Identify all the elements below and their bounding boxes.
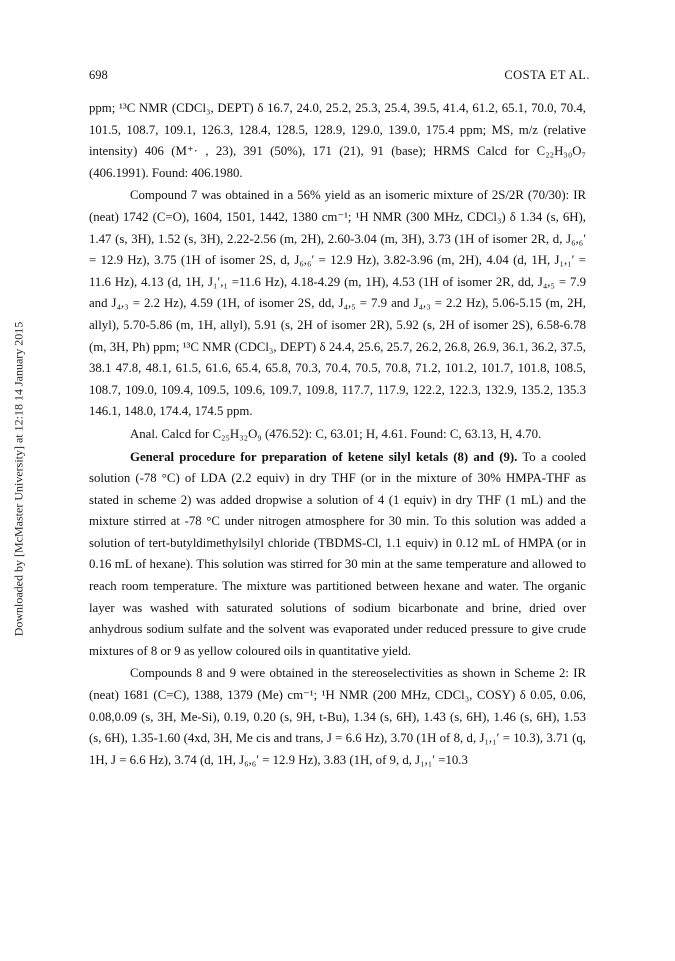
running-head: COSTA ET AL. xyxy=(504,68,590,82)
compounds-8-9-paragraph: Compounds 8 and 9 were obtained in the stereoselectivities as shown in Scheme 2: IR (neat) 1681 (C=C), 1388, 1379 (Me) cm⁻¹; ¹H NMR (200 MHz, CDCl₃, COSY) δ 0.05, 0.06, 0.08,0.09 (s, 3H, Me-Si), 0.19, 0.20 (s, 9H, t-Bu), 1.34 (s, 6H), 1.43 (s, 6H), 1.46 (s, 6H), 1.53 (s, 6H), 1.35-1.60 (4xd, 3H, Me cis and trans, J = 6.6 Hz), 3.70 (1H of 8, d, J₁,₁′ = 10.3), 3.71 (q, 1H, J = 6.6 Hz), 3.74 (d, 1H, J₆,₆′ = 12.9 Hz), 3.83 (1H, of 9, d, J₁,₁′ =10.3 xyxy=(89,666,586,767)
page-number: 698 xyxy=(89,68,108,82)
article-body xyxy=(89,98,586,771)
compound-7-paragraph: Compound 7 was obtained in a 56% yield as an isomeric mixture of 2S/2R (70/30): IR (neat) 1742 (C=O), 1604, 1501, 1442, 1380 cm⁻¹; ¹H NMR (300 MHz, CDCl₃) δ 1.34 (s, 6H), 1.47 (s, 3H), 1.52 (s, 3H), 2.22-2.56 (m, 2H), 2.60-3.04 (m, 3H), 3.73 (1H of isomer 2R, d, J₆,₆′ = 12.9 Hz), 3.75 (1H of isomer 2S, d, J₆,₆′ = 12.9 Hz), 3.82-3.96 (m, 2H), 4.04 (d, 1H, J₁,₁′ = 11.6 Hz), 4.13 (d, 1H, J₁′,₁ =11.6 Hz), 4.18-4.29 (m, 1H), 4.53 (1H of isomer 2R, dd, J₄,₅ = 7.9 and J₄,₃ = 2.2 Hz), 4.59 (1H, of isomer 2S, dd, J₄,₅ = 7.9 and J₄,₃ = 2.2 Hz), 5.06-5.15 (m, 2H, allyl), 5.70-5.86 (m, 1H, allyl), 5.91 (s, 2H of isomer 2R), 5.92 (s, 2H of isomer 2S), 6.58-6.78 (m, 3H, Ph) ppm; ¹³C NMR (CDCl₃, DEPT) δ 24.4, 25.6, 25.7, 26.2, 26.8, 26.9, 36.1, 36.2, 37.5, 38.1 47.8, 48.1, 61.5, 61.6, 65.4, 65.8, 70.3, 70.4, 70.5, 70.8, 71.2, 101.2, 101.7, 101.8, 108.5, 108.7, 109.0, 109.4, 109.5, 109.6, 109.7, 109.8, 117.7, 117.9, 122.2, 122.3, 132.9, 135.2, 135.3 146.1, 148.0, 174.4, 174.5 ppm. xyxy=(89,188,586,419)
nmr-data-paragraph: ppm; ¹³C NMR (CDCl₃, DEPT) δ 16.7, 24.0, 25.2, 25.3, 25.4, 39.5, 41.4, 61.2, 65.1, 70.0, 70.4, 101.5, 108.7, 109.1, 126.3, 128.4, 128.5, 128.9, 129.0, 139.0, 175.4 ppm; MS, m/z (relative intensity) 406 (M⁺· , 23), 391 (50%), 171 (21), 91 (base); HRMS Calcd for C₂₂H₃₀O₇ (406.1991). Found: 406.1980. xyxy=(89,101,586,180)
elemental-analysis-paragraph: Anal. Calcd for C₂₅H₃₂O₉ (476.52): C, 63.01; H, 4.61. Found: C, 63.13, H, 4.70. xyxy=(130,426,542,441)
general-procedure-heading: General procedure for preparation of ketene silyl ketals (8) and (9). xyxy=(130,449,518,464)
general-procedure-paragraph xyxy=(89,447,586,663)
download-watermark: Downloaded by [McMaster University] at 12:18 14 January 2015 xyxy=(11,321,26,637)
general-procedure-text: To a cooled solution (-78 °C) of LDA (2.2 equiv) in dry THF (or in the mixture of 30% HMPA-THF as stated in scheme 2) was added dropwise a solution of 4 (1 equiv) in dry THF (1 mL) and the mixture stirred at -78 °C under nitrogen atmosphere for 30 min. To this solution was added a solution of tert-butyldimethylsilyl chloride (TBDMS-Cl, 1.1 equiv) in 0.12 mL of HMPA (or in 0.16 mL of hexane). This solution was stirred for 30 min at the same temperature and allowed to reach room temperature. The mixture was partitioned between hexane and water. The organic layer was washed with saturated solutions of sodium bicarbonate and brine, dried over anhydrous sodium sulfate and the solvent was evaporated under reduced pressure to give crude mixtures of 8 or 9 as yellow coloured oils in quantitative yield. xyxy=(89,449,586,658)
